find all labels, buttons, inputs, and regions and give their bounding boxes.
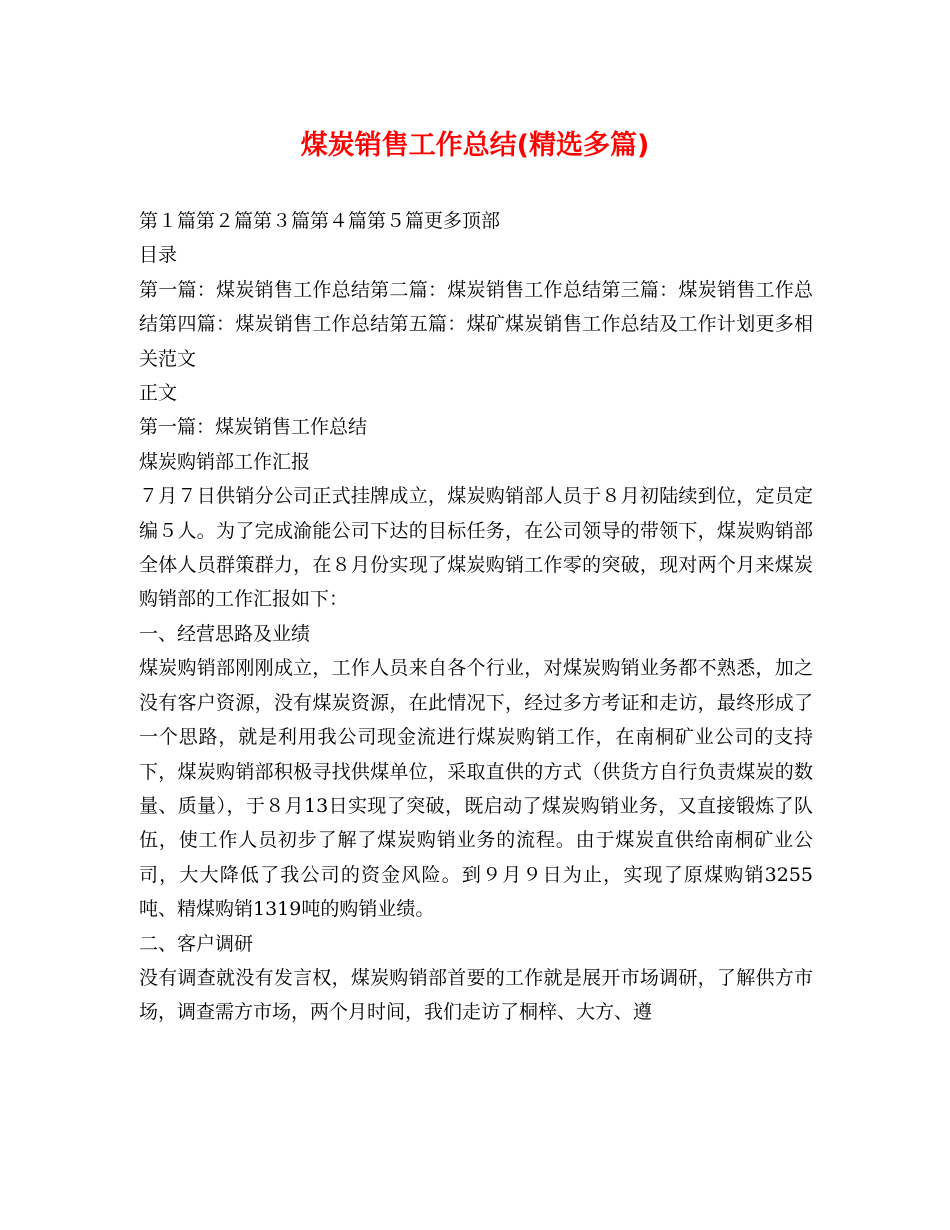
paragraph: ７月７日供销分公司正式挂牌成立，煤炭购销部人员于８月初陆续到位，定员定编５人。为了完成渝能公司下达的目标任务，在公司领导的带领下，煤炭购销部全体人员群策群力，在８月份实现了煤炭购销工作零的突破，现对两个月来煤炭购销部的工作汇报如下： [139,485,813,611]
document-title: 煤炭销售工作总结(精选多篇) [300,130,650,161]
section-heading: 一、经营思路及业绩 [139,622,311,645]
report-title: 煤炭购销部工作汇报 [139,450,311,473]
body-heading: 正文 [139,382,178,405]
article-title: 第一篇：煤炭销售工作总结 [139,416,368,439]
toc-text: 第一篇：煤炭销售工作总结第二篇：煤炭销售工作总结第三篇：煤炭销售工作总结第四篇：煤炭销售工作总结第五篇：煤矿煤炭销售工作总结及工作计划更多相关范文 [139,278,813,370]
paragraph: 没有调查就没有发言权，煤炭购销部首要的工作就是展开市场调研，了解供方市场，调查需方市场，两个月时间，我们走访了桐梓、大方、遵 [139,966,813,1024]
document-body [139,204,813,1030]
toc-heading: 目录 [139,244,178,267]
section-heading: 二、客户调研 [139,932,254,955]
section-nav-links[interactable]: 第１篇第２篇第３篇第４篇第５篇更多顶部 [139,210,501,232]
paragraph: 煤炭购销部刚刚成立，工作人员来自各个行业，对煤炭购销业务都不熟悉，加之没有客户资源，没有煤炭资源，在此情况下，经过多方考证和走访，最终形成了一个思路，就是利用我公司现金流进行煤炭购销工作，在南桐矿业公司的支持下，煤炭购销部积极寻找供煤单位，采取直供的方式（供货方自行负责煤炭的数量、质量），于８月13日实现了突破，既启动了煤炭购销业务，又直接锻炼了队伍，使工作人员初步了解了煤炭购销业务的流程。由于煤炭直供给南桐矿业公司，大大降低了我公司的资金风险。到９月９日为止，实现了原煤购销3255吨、精煤购销1319吨的购销业绩。 [139,657,813,921]
